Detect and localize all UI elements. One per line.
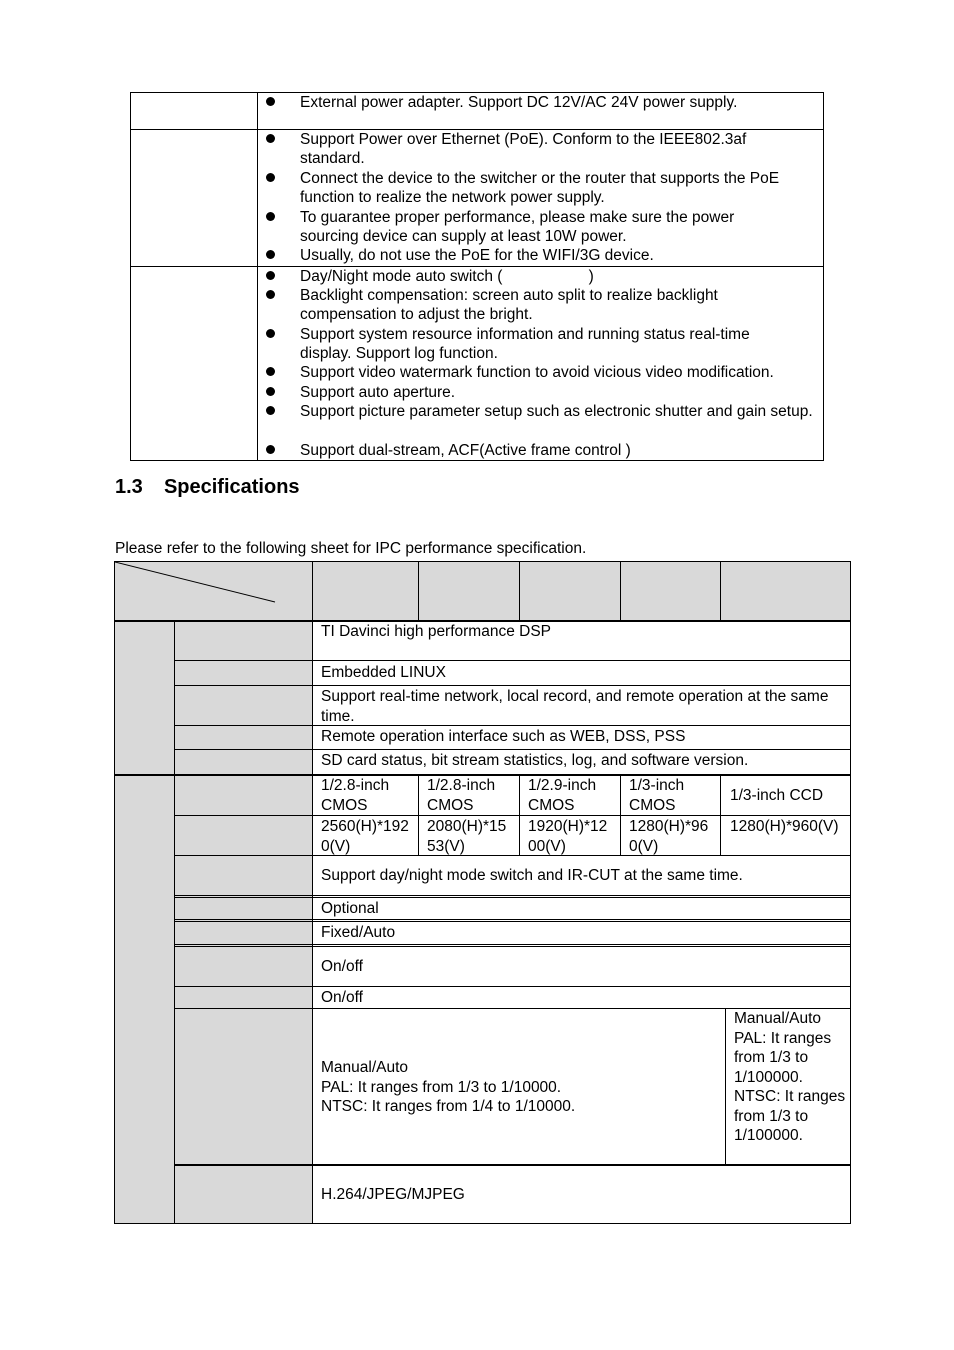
sensor-cell: 1/2.8-inch CMOS bbox=[427, 777, 496, 814]
bullet-icon bbox=[266, 212, 275, 221]
bullet-icon bbox=[266, 290, 275, 299]
pixel-cell: 2560(H)*1920(V) bbox=[321, 818, 409, 855]
poe-item: Support Power over Ethernet (PoE). Conform to the IEEE802.3af standard. bbox=[300, 131, 747, 168]
shutter-line: Manual/Auto bbox=[321, 1059, 409, 1076]
section-number: 1.3 bbox=[115, 476, 143, 498]
spec-compression: H.264/JPEG/MJPEG bbox=[321, 1186, 465, 1203]
pixel-cell: 1280(H)*960(V) bbox=[730, 818, 839, 835]
pixel-cell: 1280(H)*960(V) bbox=[629, 818, 709, 855]
spec-fixed-auto: Fixed/Auto bbox=[321, 924, 396, 941]
spec-shutter-ccd: Manual/Auto PAL: It ranges from 1/3 to 1/100000. NTSC: It ranges from 1/3 to 1/100000. bbox=[734, 1010, 846, 1144]
bullet-icon bbox=[266, 329, 275, 338]
sensor-cell: 1/2.9-inch CMOS bbox=[528, 777, 597, 814]
sensor-cell: 1/3-inch CCD bbox=[730, 787, 824, 804]
spec-info: SD card status, bit stream statistics, log, and software version. bbox=[321, 752, 749, 769]
bullet-icon bbox=[266, 367, 275, 376]
bullet-icon bbox=[266, 445, 275, 454]
feature-item: Support auto aperture. bbox=[300, 384, 456, 401]
spec-os: Embedded LINUX bbox=[321, 664, 446, 681]
shutter-line: PAL: It ranges from 1/3 to 1/10000. bbox=[321, 1078, 562, 1096]
shutter-line: NTSC: It ranges from 1/4 to 1/10000. bbox=[321, 1098, 576, 1115]
bullet-icon bbox=[266, 406, 275, 415]
header-diagonal bbox=[115, 562, 312, 621]
spec-optional: Optional bbox=[321, 900, 379, 917]
pixel-cell: 2080(H)*1553(V) bbox=[427, 818, 507, 855]
feature-item: Support video watermark function to avoid vicious video modification. bbox=[300, 364, 774, 381]
feature-item: Support picture parameter setup such as electronic shutter and gain setup. bbox=[300, 403, 813, 420]
sensor-cell: 1/2.8-inch CMOS bbox=[321, 777, 390, 814]
bullet-icon bbox=[266, 271, 275, 280]
bullet-icon bbox=[266, 134, 275, 143]
spec-onoff: On/off bbox=[321, 958, 363, 975]
spec-operation: Support real-time network, local record, and remote operation at the same time. bbox=[321, 688, 829, 725]
spec-processor: TI Davinci high performance DSP bbox=[321, 623, 552, 640]
spec-shutter-main bbox=[321, 1058, 721, 1117]
feature-item: Support dual-stream, ACF(Active frame control ) bbox=[300, 442, 631, 459]
bullet-icon bbox=[266, 97, 275, 106]
bullet-icon bbox=[266, 173, 275, 182]
spec-onoff: On/off bbox=[321, 989, 363, 1006]
section-heading bbox=[115, 475, 300, 499]
feature-item: Day/Night mode auto switch ( ) bbox=[300, 268, 594, 285]
label-column-fill bbox=[175, 621, 312, 1224]
spec-interface: Remote operation interface such as WEB, DSS, PSS bbox=[321, 728, 686, 745]
feature-item: Support system resource information and running status real-time display. Support log function. bbox=[300, 326, 750, 363]
pixel-cell: 1920(H)*1200(V) bbox=[528, 818, 608, 855]
sensor-cell: 1/3-inch CMOS bbox=[629, 777, 685, 814]
power-adapter-text: External power adapter. Support DC 12V/AC 24V power supply. bbox=[300, 94, 738, 111]
group-column-fill bbox=[115, 621, 175, 1224]
poe-item: Usually, do not use the PoE for the WIFI/3G device. bbox=[300, 247, 654, 264]
bullet-icon bbox=[266, 387, 275, 396]
poe-item: Connect the device to the switcher or the router that supports the PoE function to realize the network power supply. bbox=[300, 170, 780, 207]
bullet-icon bbox=[266, 250, 275, 259]
poe-item: To guarantee proper performance, please make sure the power sourcing device can supply at least 10W power. bbox=[300, 209, 735, 246]
feature-item: Backlight compensation: screen auto split to realize backlight compensation to adjust the bright. bbox=[300, 287, 718, 324]
section-title: Specifications bbox=[163, 476, 300, 498]
spec-daynight: Support day/night mode switch and IR-CUT at the same time. bbox=[321, 867, 743, 884]
section-intro: Please refer to the following sheet for IPC performance specification. bbox=[115, 540, 587, 557]
